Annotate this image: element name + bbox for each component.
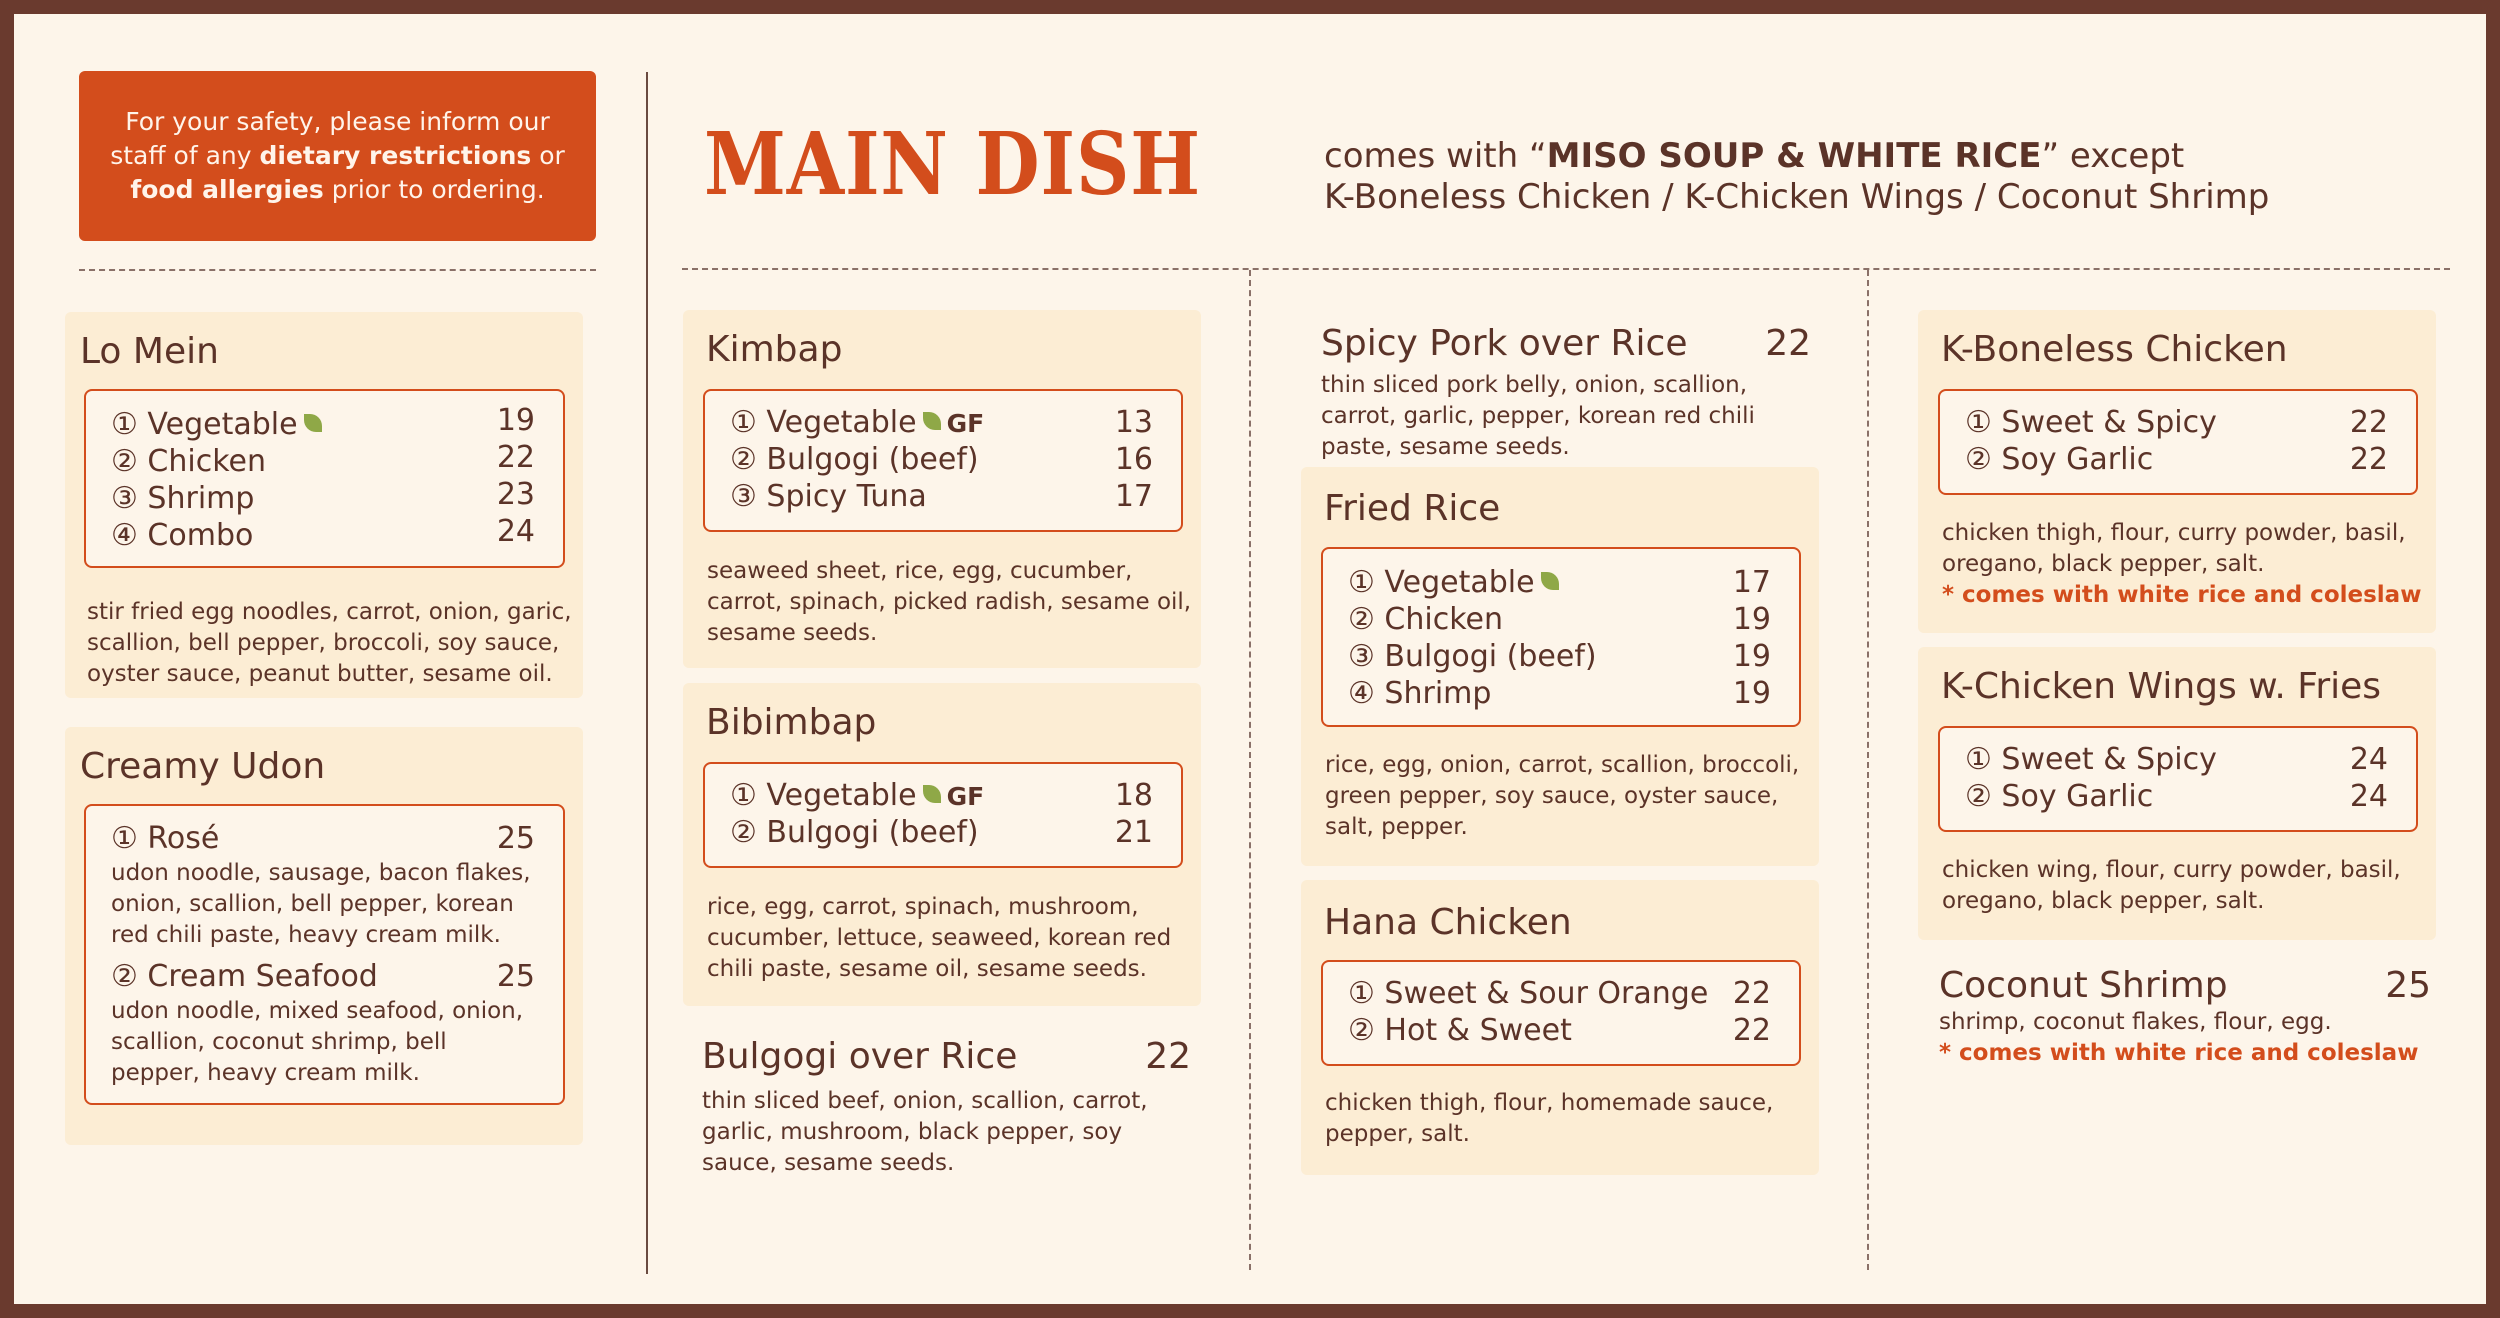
dish-name: Hana Chicken — [1324, 902, 1572, 943]
option-price: 16 — [1114, 442, 1153, 477]
option-price: 17 — [1114, 479, 1153, 514]
kimbap-card — [683, 310, 1201, 668]
option-price: 18 — [1114, 778, 1153, 813]
dish-price: 25 — [2385, 965, 2431, 1006]
option-item — [730, 405, 985, 440]
option-price: 24 — [2349, 779, 2388, 814]
dish-description: seaweed sheet, rice, egg, cucumber, carrot, spinach, picked radish, sesame oil, sesame seeds. — [707, 558, 1192, 646]
option-label: ④ Combo — [111, 518, 254, 553]
option-description: udon noodle, mixed seafood, onion, scallion, coconut shrimp, bell pepper, heavy cream milk. — [111, 998, 524, 1086]
options-box — [1321, 547, 1801, 727]
bibimbap-card — [683, 683, 1201, 1006]
options-box — [1938, 726, 2418, 832]
option-price: 24 — [496, 514, 535, 549]
dish-name: Kimbap — [706, 329, 843, 370]
notice-dietary: dietary restrictions — [259, 141, 532, 170]
option-price: 13 — [1114, 405, 1153, 440]
dish-description: thin sliced pork belly, onion, scallion, carrot, garlic, pepper, korean red chili paste, sesame seeds. — [1321, 372, 1755, 460]
option-price: 25 — [496, 821, 535, 856]
options-box — [84, 804, 565, 1105]
dish-name: Coconut Shrimp — [1939, 965, 2228, 1006]
dish-description: stir fried egg noodles, carrot, onion, garic, scallion, bell pepper, broccoli, soy sauce, oyster sauce, peanut butter, sesame oil. — [87, 599, 572, 687]
menu-board — [14, 14, 2486, 1304]
option-price: 22 — [1732, 1013, 1771, 1048]
creamy-udon-card — [65, 727, 583, 1145]
option-price: 19 — [496, 403, 535, 438]
notice-line2c: or — [531, 141, 565, 170]
option-price: 23 — [496, 477, 535, 512]
notice-allergies: food allergies — [130, 175, 324, 204]
option-label: ① Vegetable — [1348, 565, 1535, 600]
option-label: ③ Bulgogi (beef) — [1348, 639, 1597, 674]
side-note: * comes with white rice and coleslaw — [1939, 1040, 2419, 1066]
dish-description: chicken wing, flour, curry powder, basil, oregano, black pepper, salt. — [1942, 857, 2401, 914]
side-note: * comes with white rice and coleslaw — [1942, 582, 2422, 608]
option-item — [1348, 565, 1559, 600]
option-price: 22 — [496, 440, 535, 475]
dish-description: chicken thigh, flour, homemade sauce, pepper, salt. — [1325, 1090, 1774, 1147]
option-price: 22 — [2349, 442, 2388, 477]
option-item — [730, 778, 985, 813]
option-label: ③ Spicy Tuna — [730, 479, 927, 514]
dish-name: K-Chicken Wings w. Fries — [1941, 666, 2382, 707]
option-price: 24 — [2349, 742, 2388, 777]
options-box — [1321, 960, 1801, 1066]
option-label: ② Bulgogi (beef) — [730, 442, 979, 477]
dish-description: rice, egg, onion, carrot, scallion, broccoli, green pepper, soy sauce, oyster sauce, salt, pepper. — [1325, 752, 1800, 840]
option-price: 19 — [1732, 602, 1771, 637]
lo-mein-card — [65, 312, 583, 698]
options-box — [1938, 389, 2418, 495]
option-label: ① Vegetable — [730, 405, 917, 440]
vertical-divider — [646, 72, 648, 1274]
allergy-notice — [79, 71, 596, 241]
dish-price: 22 — [1145, 1036, 1191, 1077]
leaf-icon — [923, 785, 941, 803]
notice-line3b: prior to ordering. — [323, 175, 545, 204]
option-price: 22 — [2349, 405, 2388, 440]
dish-description: shrimp, coconut flakes, flour, egg. — [1939, 1009, 2332, 1035]
option-label: ① Rosé — [111, 821, 220, 856]
leaf-icon — [923, 412, 941, 430]
dashed-divider — [682, 268, 2450, 270]
option-price: 17 — [1732, 565, 1771, 600]
header-subtitle — [1324, 136, 2269, 218]
option-price: 19 — [1732, 639, 1771, 674]
leaf-icon — [1541, 572, 1559, 590]
dashed-divider — [79, 269, 596, 271]
option-label: ① Sweet & Spicy — [1965, 405, 2217, 440]
dish-name: Fried Rice — [1324, 488, 1501, 529]
sub-a: comes with “ — [1324, 136, 1547, 176]
notice-line1: For your safety, please inform our — [125, 107, 550, 136]
dashed-divider — [1867, 270, 1869, 1270]
option-label: ② Cream Seafood — [111, 959, 378, 994]
sub-c: ” except — [2041, 136, 2185, 176]
options-box — [84, 389, 565, 568]
option-label: ② Hot & Sweet — [1348, 1013, 1572, 1048]
k-boneless-chicken-card — [1918, 310, 2436, 633]
fried-rice-card — [1301, 467, 1819, 866]
dish-name: K-Boneless Chicken — [1941, 329, 2288, 370]
options-box — [703, 389, 1183, 532]
dish-name: Creamy Udon — [80, 746, 326, 787]
option-label: ② Bulgogi (beef) — [730, 815, 979, 850]
option-price: 19 — [1732, 676, 1771, 711]
dish-name: Bibimbap — [706, 702, 877, 743]
dish-name: Spicy Pork over Rice — [1321, 323, 1688, 364]
dish-description: chicken thigh, flour, curry powder, basil, oregano, black pepper, salt. — [1942, 520, 2406, 577]
page-title: MAIN DISH — [704, 114, 1201, 215]
option-label: ① Vegetable — [111, 407, 298, 442]
gluten-free-badge: GF — [946, 782, 985, 811]
dish-price: 22 — [1765, 323, 1811, 364]
dish-name: Bulgogi over Rice — [702, 1036, 1018, 1077]
notice-line2a: staff of any — [110, 141, 260, 170]
dish-description: rice, egg, carrot, spinach, mushroom, cucumber, lettuce, seaweed, korean red chili paste, sesame oil, sesame seeds. — [707, 894, 1172, 982]
option-label: ③ Shrimp — [111, 481, 255, 516]
dish-name: Lo Mein — [80, 331, 219, 372]
option-label: ① Sweet & Sour Orange — [1348, 976, 1709, 1011]
option-label: ② Soy Garlic — [1965, 442, 2154, 477]
option-label: ① Vegetable — [730, 778, 917, 813]
sub-b: MISO SOUP & WHITE RICE — [1546, 136, 2042, 176]
dashed-divider — [1249, 270, 1251, 1270]
k-chicken-wings-card — [1918, 647, 2436, 940]
option-item — [111, 407, 322, 442]
option-label: ① Sweet & Spicy — [1965, 742, 2217, 777]
options-box — [703, 762, 1183, 868]
option-label: ④ Shrimp — [1348, 676, 1492, 711]
gluten-free-badge: GF — [946, 409, 985, 438]
option-price: 25 — [496, 959, 535, 994]
option-description: udon noodle, sausage, bacon flakes, onion, scallion, bell pepper, korean red chili paste, heavy cream milk. — [111, 860, 531, 948]
sub-line2: K-Boneless Chicken / K-Chicken Wings / Coconut Shrimp — [1324, 177, 2270, 217]
option-label: ② Chicken — [1348, 602, 1503, 637]
dish-description: thin sliced beef, onion, scallion, carrot, garlic, mushroom, black pepper, soy sauce, sesame seeds. — [702, 1088, 1148, 1176]
option-label: ② Chicken — [111, 444, 266, 479]
leaf-icon — [304, 414, 322, 432]
option-price: 21 — [1114, 815, 1153, 850]
option-label: ② Soy Garlic — [1965, 779, 2154, 814]
option-price: 22 — [1732, 976, 1771, 1011]
hana-chicken-card — [1301, 880, 1819, 1175]
